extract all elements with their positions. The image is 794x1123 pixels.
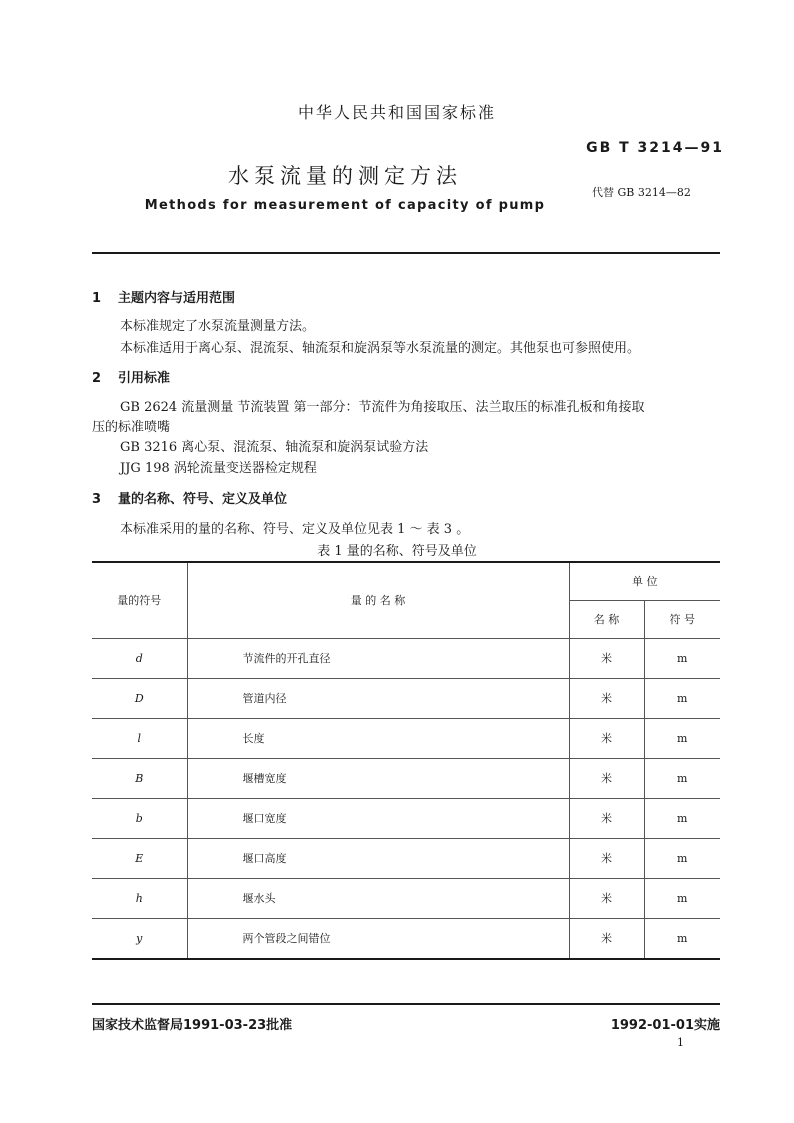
table-row — [92, 678, 720, 718]
document-title-english: Methods for measurement of capacity of pump — [144, 198, 546, 213]
cell-symbol: d — [92, 638, 187, 678]
cell-symbol: E — [92, 838, 187, 878]
section-3-heading — [92, 488, 287, 507]
cell-name: 堰口高度 — [187, 838, 569, 878]
cell-symbol: b — [92, 798, 187, 838]
section-number: 2 — [92, 371, 102, 386]
cell-unit-name: 米 — [569, 718, 644, 758]
replaces-note: 代替 GB 3214—82 — [592, 186, 691, 199]
cell-name: 堰口宽度 — [187, 798, 569, 838]
cell-symbol: y — [92, 918, 187, 959]
implementation-date: 1992-01-01实施 — [610, 1018, 720, 1033]
section-2-line-1: GB 2624 流量测量 节流装置 第一部分：节流件为角接取压、法兰取压的标准孔板和角接取 — [120, 400, 645, 415]
table-caption: 表 1 量的名称、符号及单位 — [317, 544, 477, 559]
cell-unit-name: 米 — [569, 838, 644, 878]
cell-name: 节流件的开孔直径 — [187, 638, 569, 678]
table-row — [92, 918, 720, 959]
cell-unit-symbol: m — [644, 878, 720, 918]
cell-symbol: h — [92, 878, 187, 918]
footer-divider — [92, 1003, 720, 1005]
cell-name: 两个管段之间错位 — [187, 918, 569, 959]
issuing-organization: 中华人民共和国国家标准 — [297, 103, 496, 122]
section-number: 1 — [92, 291, 102, 306]
header-unit: 单 位 — [569, 562, 720, 600]
section-3-line-1: 本标准采用的量的名称、符号、定义及单位见表 1 ～ 表 3 。 — [120, 522, 470, 537]
section-number: 3 — [92, 492, 102, 507]
cell-unit-name: 米 — [569, 758, 644, 798]
section-2-heading — [92, 367, 170, 386]
cell-unit-symbol: m — [644, 638, 720, 678]
table-row — [92, 718, 720, 758]
cell-name: 堰槽宽度 — [187, 758, 569, 798]
section-1-line-2: 本标准适用于离心泵、混流泵、轴流泵和旋涡泵等水泵流量的测定。其他泵也可参照使用。 — [120, 341, 641, 356]
cell-name: 管道内径 — [187, 678, 569, 718]
cell-unit-name: 米 — [569, 678, 644, 718]
cell-name: 堰水头 — [187, 878, 569, 918]
header-unit-symbol: 符 号 — [644, 600, 720, 638]
header-divider — [92, 252, 720, 254]
section-2-line-4: JJG 198 涡轮流量变送器检定规程 — [120, 461, 317, 476]
cell-unit-name: 米 — [569, 878, 644, 918]
cell-unit-name: 米 — [569, 798, 644, 838]
table-row — [92, 838, 720, 878]
document-title-chinese: 水泵流量的测定方法 — [228, 164, 462, 188]
cell-unit-name: 米 — [569, 918, 644, 959]
section-1-line-1: 本标准规定了水泵流量测量方法。 — [120, 319, 316, 334]
cell-unit-symbol: m — [644, 838, 720, 878]
standard-code: GB T 3214—91 — [586, 140, 724, 156]
section-1-heading — [92, 287, 235, 306]
cell-unit-symbol: m — [644, 798, 720, 838]
header-symbol: 量的符号 — [117, 594, 162, 608]
cell-unit-symbol: m — [644, 678, 720, 718]
section-title: 量的名称、符号、定义及单位 — [118, 492, 288, 507]
section-2-line-3: GB 3216 离心泵、混流泵、轴流泵和旋涡泵试验方法 — [120, 440, 429, 455]
cell-symbol: l — [92, 718, 187, 758]
cell-unit-symbol: m — [644, 718, 720, 758]
section-title: 主题内容与适用范围 — [118, 291, 236, 306]
cell-symbol: D — [92, 678, 187, 718]
section-title: 引用标准 — [118, 371, 171, 386]
cell-name: 长度 — [187, 718, 569, 758]
approval-note: 国家技术监督局1991-03-23批准 — [92, 1018, 293, 1033]
cell-unit-name: 米 — [569, 638, 644, 678]
header-name: 量 的 名 称 — [187, 562, 569, 638]
header-unit-name: 名 称 — [569, 600, 644, 638]
cell-unit-symbol: m — [644, 918, 720, 959]
table-row — [92, 798, 720, 838]
cell-symbol: B — [92, 758, 187, 798]
table-row — [92, 638, 720, 678]
cell-unit-symbol: m — [644, 758, 720, 798]
quantity-table — [92, 561, 720, 960]
table-row — [92, 878, 720, 918]
page-number: 1 — [677, 1036, 684, 1049]
table-row — [92, 758, 720, 798]
section-2-line-2: 压的标准喷嘴 — [92, 420, 171, 435]
